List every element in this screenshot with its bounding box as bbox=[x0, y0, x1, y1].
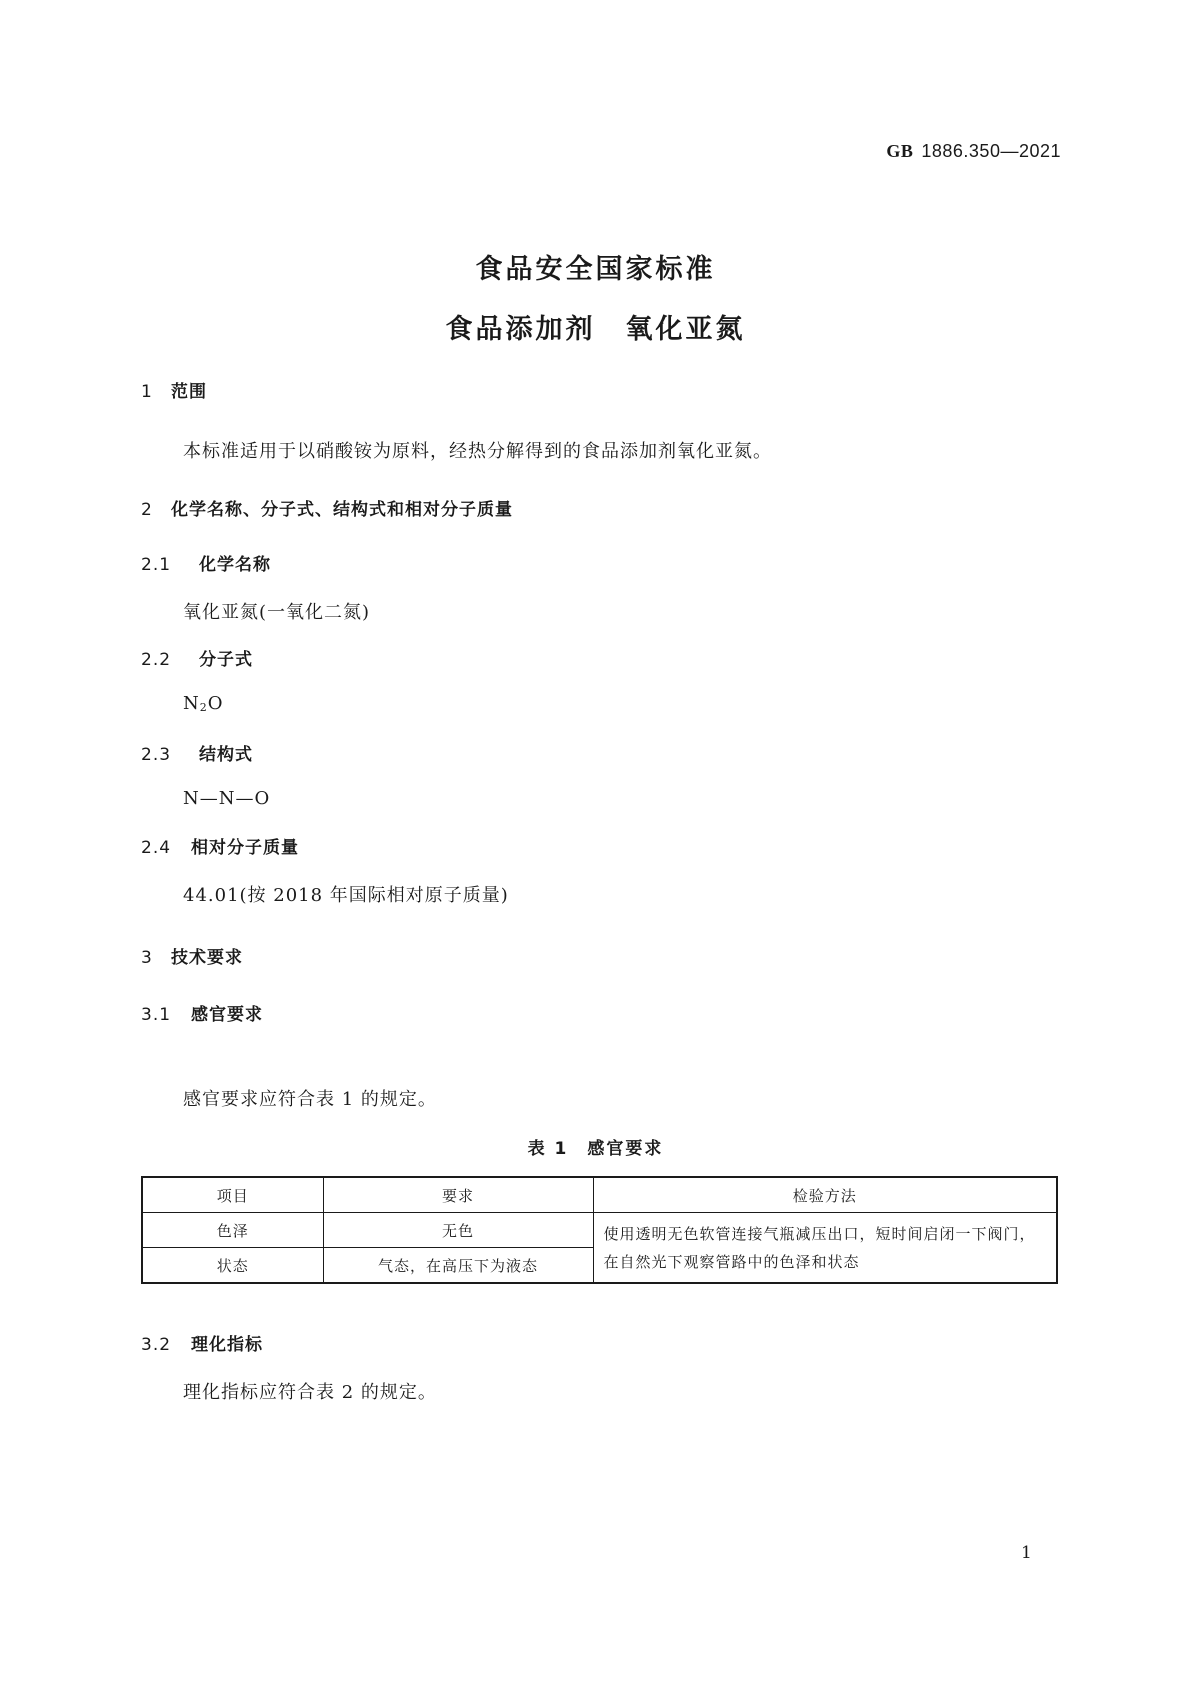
section-title: 范围 bbox=[171, 382, 207, 402]
section-1-text: 本标准适用于以硝酸铵为原料，经热分解得到的食品添加剂氧化亚氮。 bbox=[183, 441, 772, 462]
section-2-3-heading bbox=[141, 740, 253, 765]
formula-o: O bbox=[207, 693, 224, 714]
section-number: 3.2 bbox=[141, 1335, 172, 1355]
table-cell-item: 色泽 bbox=[142, 1213, 323, 1248]
standard-number bbox=[886, 141, 1061, 162]
table-1-caption: 表 1 感官要求 bbox=[527, 1139, 664, 1159]
section-title: 分子式 bbox=[199, 650, 253, 670]
section-2-4-heading bbox=[141, 833, 299, 858]
document-title-sub: 食品添加剂 氧化亚氮 bbox=[445, 314, 746, 345]
section-title: 化学名称 bbox=[199, 555, 271, 575]
standard-prefix: GB bbox=[886, 141, 914, 161]
section-number: 2.4 bbox=[141, 838, 172, 858]
section-3-1-text: 感官要求应符合表 1 的规定。 bbox=[183, 1089, 437, 1110]
table-header-cell: 项目 bbox=[142, 1177, 323, 1213]
section-3-2-heading bbox=[141, 1330, 263, 1355]
section-number: 2.2 bbox=[141, 650, 172, 670]
structural-formula: N—N—O bbox=[183, 788, 271, 809]
table-1 bbox=[141, 1176, 1058, 1284]
section-number: 2.3 bbox=[141, 745, 172, 765]
section-title: 结构式 bbox=[199, 745, 253, 765]
table-cell-method: 使用透明无色软管连接气瓶减压出口，短时间启闭一下阀门，在自然光下观察管路中的色泽和状态 bbox=[593, 1213, 1057, 1284]
section-number: 3 bbox=[141, 948, 153, 968]
section-2-2-heading bbox=[141, 645, 253, 670]
section-3-2-text: 理化指标应符合表 2 的规定。 bbox=[183, 1382, 437, 1403]
table-header-cell: 检验方法 bbox=[593, 1177, 1057, 1213]
document-title-main: 食品安全国家标准 bbox=[475, 254, 716, 285]
molecular-formula bbox=[183, 693, 224, 714]
page-number: 1 bbox=[1021, 1543, 1032, 1563]
section-2-1-heading bbox=[141, 550, 271, 575]
section-2-4-text: 44.01(按 2018 年国际相对原子质量) bbox=[183, 885, 509, 906]
section-title: 化学名称、分子式、结构式和相对分子质量 bbox=[171, 500, 513, 520]
table-row bbox=[142, 1213, 1057, 1248]
section-title: 感官要求 bbox=[191, 1005, 263, 1025]
section-title: 技术要求 bbox=[171, 948, 243, 968]
table-cell-item: 状态 bbox=[142, 1248, 323, 1284]
table-cell-requirement: 气态，在高压下为液态 bbox=[323, 1248, 593, 1284]
section-number: 2.1 bbox=[141, 555, 172, 575]
section-number: 2 bbox=[141, 500, 153, 520]
section-3-heading bbox=[141, 943, 243, 968]
section-title: 理化指标 bbox=[191, 1335, 263, 1355]
formula-n: N bbox=[183, 693, 200, 714]
section-title: 相对分子质量 bbox=[191, 838, 299, 858]
table-header-cell: 要求 bbox=[323, 1177, 593, 1213]
section-3-1-heading bbox=[141, 1000, 263, 1025]
section-2-heading bbox=[141, 495, 513, 520]
formula-subscript: 2 bbox=[199, 701, 208, 714]
table-cell-requirement: 无色 bbox=[323, 1213, 593, 1248]
section-number: 1 bbox=[141, 382, 153, 402]
section-number: 3.1 bbox=[141, 1005, 172, 1025]
standard-code: 1886.350—2021 bbox=[921, 141, 1061, 161]
section-1-heading bbox=[141, 377, 207, 402]
table-header-row bbox=[142, 1177, 1057, 1213]
section-2-1-text: 氧化亚氮(一氧化二氮) bbox=[183, 602, 371, 623]
